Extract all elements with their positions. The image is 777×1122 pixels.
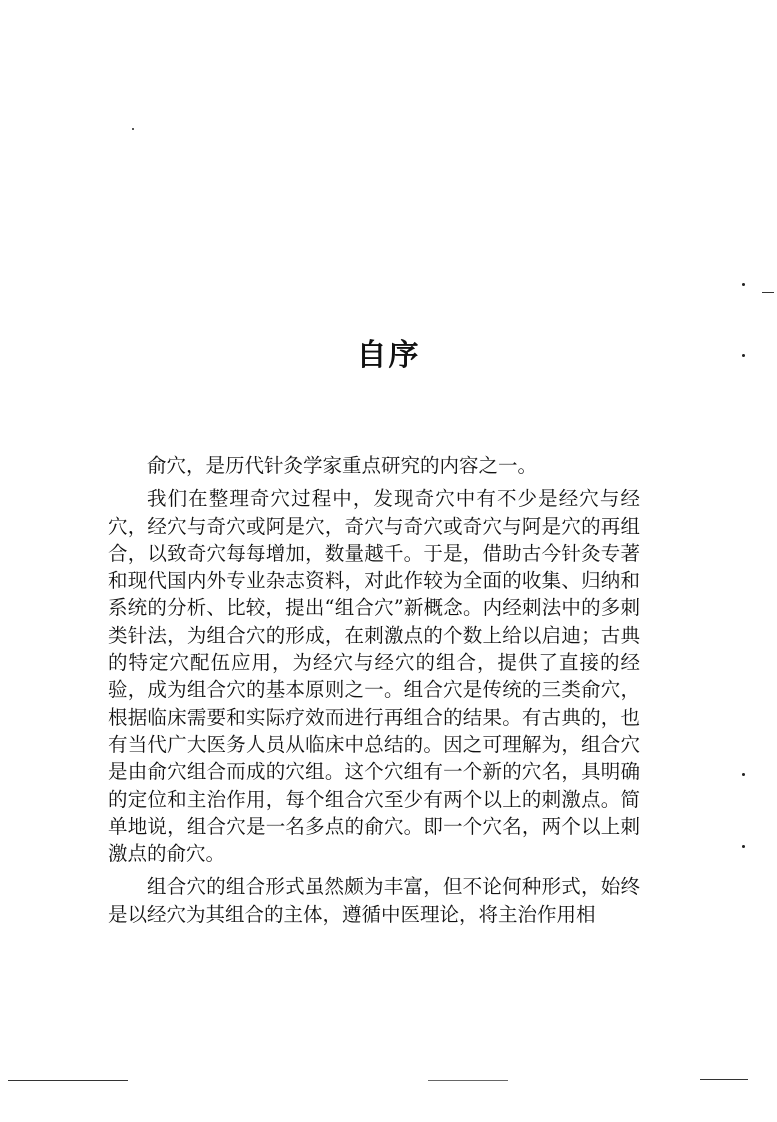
body-text	[108, 452, 640, 934]
scan-speck	[742, 283, 745, 286]
paragraph-3: 组合穴的组合形式虽然颇为丰富，但不论何种形式，始终是以经穴为其组合的主体，遵循中医理论，将主治作用相	[108, 875, 640, 926]
bottom-rule-right	[700, 1079, 748, 1080]
page-title: 自序	[356, 338, 421, 373]
bottom-rule-left	[8, 1080, 128, 1081]
paragraph-1: 俞穴，是历代针灸学家重点研究的内容之一。	[147, 454, 538, 477]
scan-speck	[742, 845, 745, 848]
bottom-rule-center	[428, 1080, 508, 1081]
scan-speck	[762, 292, 774, 293]
scan-speck	[132, 128, 134, 130]
paragraph-2: 我们在整理奇穴过程中，发现奇穴中有不少是经穴与经穴，经穴与奇穴或阿是穴，奇穴与奇穴或奇穴与阿是穴的再组合，以致奇穴每每增加，数量越千。于是，借助古今针灸专著和现代国内外专业杂志资料，对此作较为全面的收集、归纳和系统的分析、比较，提出“组合穴”新概念。内经刺法中的多刺类针法，为组合穴的形成，在刺激点的个数上给以启迪；古典的特定穴配伍应用，为经穴与经穴的组合，提供了直接的经验，成为组合穴的基本原则之一。组合穴是传统的三类俞穴，根据临床需要和实际疗效而进行再组合的结果。有古典的，也有当代广大医务人员从临床中总结的。因之可理解为，组合穴是由俞穴组合而成的穴组。这个穴组有一个新的穴名，具明确的定位和主治作用，每个组合穴至少有两个以上的刺激点。简单地说，组合穴是一名多点的俞穴。即一个穴名，两个以上刺激点的俞穴。	[108, 487, 640, 866]
scan-speck	[742, 773, 745, 776]
scan-speck	[742, 354, 745, 357]
